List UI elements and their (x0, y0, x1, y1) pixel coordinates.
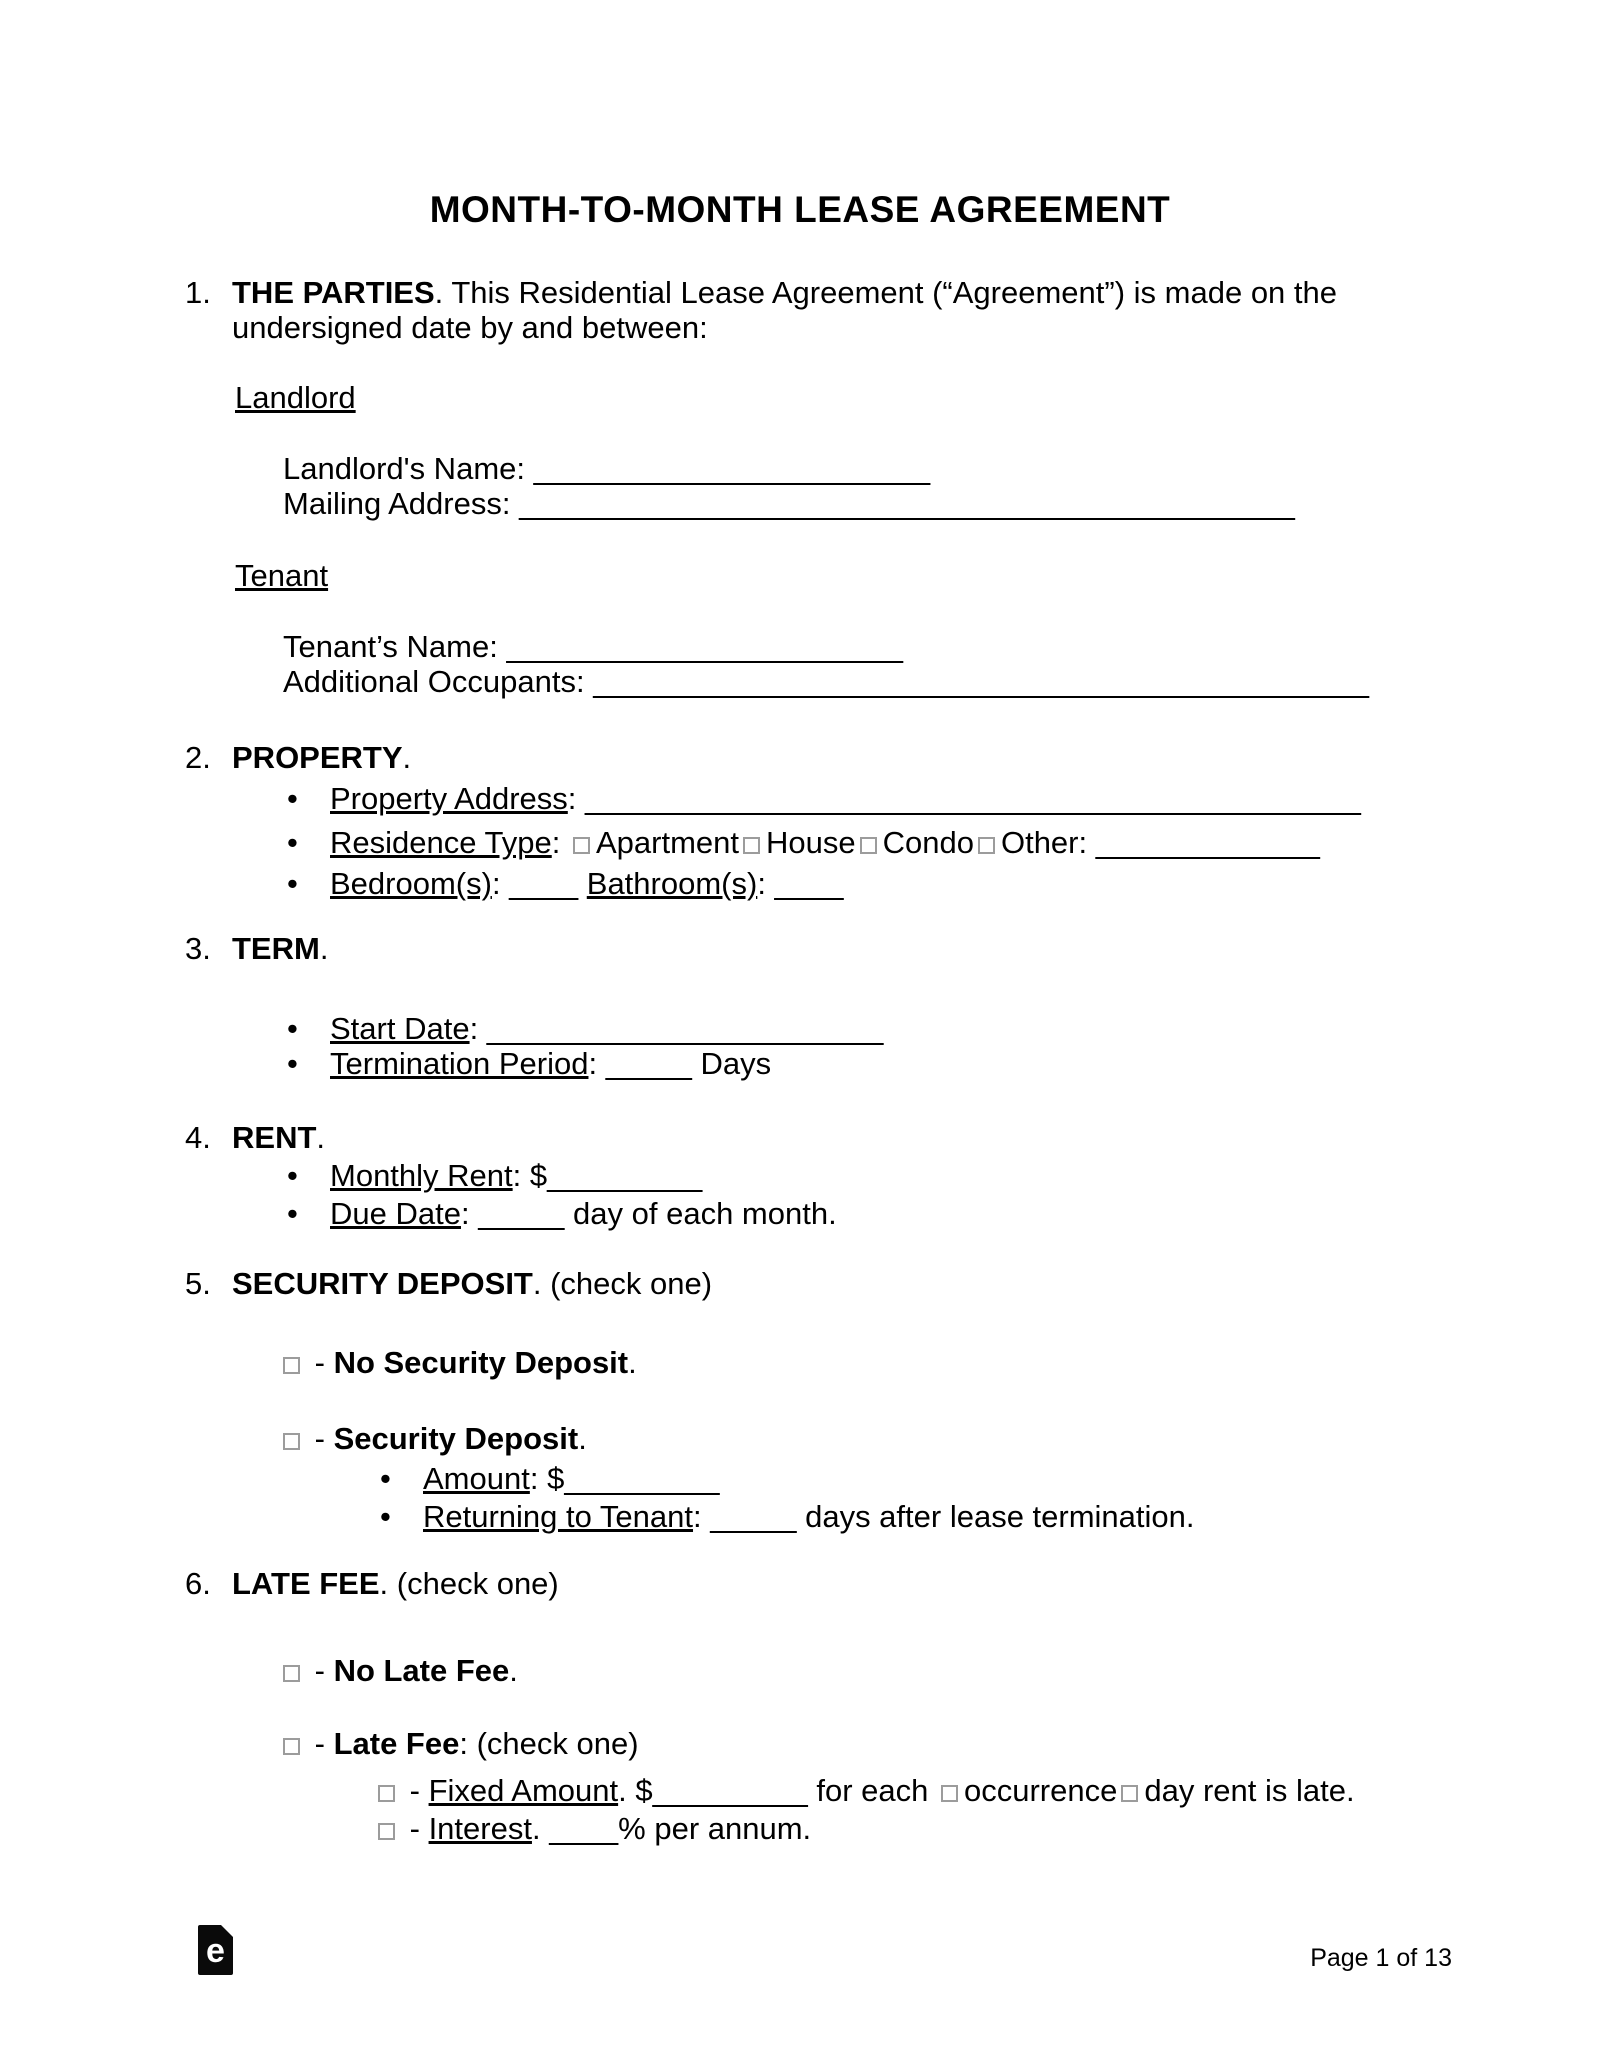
section-1-parties-paragraph (232, 275, 1367, 345)
bedrooms-colon: : (491, 866, 510, 901)
late-fee-row (283, 1726, 639, 1761)
dash: - (306, 1345, 334, 1380)
property-address-blank-field[interactable]: _____________________________________________ (585, 781, 1361, 816)
residence-type-row (287, 825, 1320, 860)
bathrooms-blank-field[interactable]: ____ (774, 866, 844, 901)
section-2-heading: PROPERTY (232, 740, 403, 775)
dash: - (306, 1421, 334, 1456)
section-6-number: 6. (185, 1566, 211, 1601)
section-3-heading: TERM (232, 931, 320, 966)
deposit-amount-row (380, 1461, 719, 1496)
other-checkbox[interactable] (978, 837, 995, 854)
section-5-period: . (532, 1266, 551, 1301)
fixed-amount-blank-field[interactable]: _________ (652, 1773, 808, 1808)
interest-label: Interest (428, 1811, 532, 1846)
interest-blank-field[interactable]: ____ (549, 1811, 619, 1846)
start-date-row (287, 1011, 883, 1046)
landlord-name-row (283, 451, 930, 486)
tenant-heading: Tenant (235, 558, 329, 593)
landlord-name-label: Landlord's Name: (283, 451, 534, 486)
no-late-fee-row (283, 1653, 518, 1688)
day-rent-late-option-label: day rent is late. (1144, 1773, 1355, 1808)
section-6-heading-row (232, 1566, 559, 1601)
dash: - (401, 1773, 429, 1808)
period: . (628, 1345, 637, 1380)
section-5-note: (check one) (550, 1266, 713, 1301)
section-2-heading-row (232, 740, 411, 775)
late-fee-colon: : (459, 1726, 477, 1761)
additional-occupants-label: Additional Occupants: (283, 664, 594, 699)
section-6-note: (check one) (396, 1566, 559, 1601)
bullet-icon: • (287, 1196, 298, 1231)
fixed-amount-checkbox[interactable] (378, 1785, 395, 1802)
period: . (509, 1653, 518, 1688)
due-date-suffix: day of each month. (564, 1196, 837, 1231)
other-option-label: Other: (1000, 825, 1096, 860)
section-1-number: 1. (185, 275, 211, 310)
landlord-name-blank-field[interactable]: _______________________ (533, 451, 931, 486)
no-security-deposit-checkbox[interactable] (283, 1357, 300, 1374)
dash: - (306, 1653, 334, 1688)
other-blank-field[interactable]: _____________ (1095, 825, 1320, 860)
monthly-rent-colon: : $ (512, 1158, 548, 1193)
interest-checkbox[interactable] (378, 1823, 395, 1840)
deposit-amount-blank-field[interactable]: _________ (564, 1461, 720, 1496)
section-4-heading-row (232, 1120, 325, 1155)
start-date-colon: : (469, 1011, 487, 1046)
page-title: MONTH-TO-MONTH LEASE AGREEMENT (429, 189, 1171, 230)
bullet-icon: • (287, 781, 298, 816)
dash: - (401, 1811, 429, 1846)
returning-colon: : (693, 1499, 711, 1534)
start-date-label: Start Date (330, 1011, 470, 1046)
start-date-blank-field[interactable]: _______________________ (486, 1011, 884, 1046)
no-late-fee-label: No Late Fee (333, 1653, 510, 1688)
bathrooms-colon: : (757, 866, 775, 901)
section-2-period: . (402, 740, 412, 775)
property-address-colon: : (567, 781, 586, 816)
section-5-heading: SECURITY DEPOSIT (232, 1266, 533, 1301)
apartment-option-label: Apartment (595, 825, 739, 860)
monthly-rent-label: Monthly Rent (330, 1158, 513, 1193)
fixed-amount-after: . $ (618, 1773, 653, 1808)
page-number: Page 1 of 13 (1310, 1944, 1452, 1972)
no-security-deposit-label: No Security Deposit (333, 1345, 629, 1380)
section-5-heading-row (232, 1266, 712, 1301)
late-fee-note: (check one) (476, 1726, 639, 1761)
mailing-address-row (283, 486, 1295, 521)
returning-blank-field[interactable]: _____ (710, 1499, 797, 1534)
termination-period-label: Termination Period (330, 1046, 589, 1081)
bullet-icon: • (380, 1499, 391, 1534)
termination-period-row (287, 1046, 771, 1081)
residence-type-colon: : (551, 825, 569, 860)
late-fee-label: Late Fee (333, 1726, 460, 1761)
no-security-deposit-row (283, 1345, 637, 1380)
tenant-name-blank-field[interactable]: _______________________ (506, 629, 903, 664)
property-address-label: Property Address (330, 781, 568, 816)
bullet-icon: • (287, 1011, 298, 1046)
deposit-amount-colon: : $ (529, 1461, 565, 1496)
bedrooms-bathrooms-row (287, 866, 844, 901)
eforms-logo-icon (198, 1925, 233, 1975)
deposit-amount-label: Amount (423, 1461, 530, 1496)
residence-type-label: Residence Type (330, 825, 552, 860)
condo-option-label: Condo (882, 825, 974, 860)
section-3-heading-row (232, 931, 328, 966)
house-option-label: House (766, 825, 856, 860)
tenant-name-row (283, 629, 903, 664)
bullet-icon: • (287, 825, 298, 860)
security-deposit-label: Security Deposit (333, 1421, 579, 1456)
due-date-label: Due Date (330, 1196, 461, 1231)
fixed-amount-mid: for each (807, 1773, 937, 1808)
section-6-heading: LATE FEE (232, 1566, 380, 1601)
due-date-blank-field[interactable]: _____ (478, 1196, 565, 1231)
apartment-checkbox[interactable] (573, 837, 590, 854)
termination-blank-field[interactable]: _____ (605, 1046, 692, 1081)
occurrence-checkbox[interactable] (941, 1785, 958, 1802)
monthly-rent-row (287, 1158, 702, 1193)
additional-occupants-blank-field[interactable]: _____________________________________________ (593, 664, 1370, 699)
house-checkbox[interactable] (743, 837, 760, 854)
section-2-number: 2. (185, 740, 211, 775)
security-deposit-row (283, 1421, 587, 1456)
security-deposit-checkbox[interactable] (283, 1433, 300, 1450)
additional-occupants-row (283, 664, 1369, 699)
interest-suffix: % per annum. (618, 1811, 812, 1846)
due-date-colon: : (460, 1196, 479, 1231)
spacer (578, 866, 587, 901)
section-3-number: 3. (185, 931, 211, 966)
interest-row (378, 1811, 811, 1846)
termination-colon: : (588, 1046, 606, 1081)
bathrooms-label: Bathroom(s) (586, 866, 758, 901)
returning-to-tenant-row (380, 1499, 1195, 1534)
due-date-row (287, 1196, 837, 1231)
no-late-fee-checkbox[interactable] (283, 1665, 300, 1682)
property-address-row (287, 781, 1361, 816)
monthly-rent-blank-field[interactable]: _________ (547, 1158, 703, 1193)
bullet-icon: • (287, 1158, 298, 1193)
returning-to-tenant-label: Returning to Tenant (423, 1499, 694, 1534)
returning-suffix: days after lease termination. (796, 1499, 1195, 1534)
fixed-amount-row (378, 1773, 1355, 1808)
bedrooms-blank-field[interactable]: ____ (509, 866, 579, 901)
occurrence-option-label: occurrence (964, 1773, 1118, 1808)
bullet-icon: • (287, 1046, 298, 1081)
logo-letter: e (206, 1932, 225, 1970)
section-5-number: 5. (185, 1266, 211, 1301)
late-fee-checkbox[interactable] (283, 1738, 300, 1755)
bullet-icon: • (287, 866, 298, 901)
period: . (578, 1421, 587, 1456)
condo-checkbox[interactable] (860, 837, 877, 854)
section-6-period: . (379, 1566, 397, 1601)
mailing-address-blank-field[interactable]: _____________________________________________ (519, 486, 1295, 521)
bullet-icon: • (380, 1461, 391, 1496)
section-1-body: . This Residential Lease Agreement (“Agreement”) is made on the undersigned date by and between: (232, 275, 1338, 345)
section-4-number: 4. (185, 1120, 211, 1155)
section-3-period: . (319, 931, 329, 966)
day-rent-late-checkbox[interactable] (1121, 1785, 1138, 1802)
section-4-period: . (316, 1120, 326, 1155)
landlord-heading: Landlord (235, 380, 356, 415)
section-4-heading: RENT (232, 1120, 317, 1155)
dash: - (306, 1726, 334, 1761)
section-1-heading: THE PARTIES (232, 275, 435, 310)
mailing-address-label: Mailing Address: (283, 486, 520, 521)
bedrooms-label: Bedroom(s) (330, 866, 492, 901)
fixed-amount-label: Fixed Amount (428, 1773, 619, 1808)
interest-after: . (531, 1811, 550, 1846)
termination-suffix: Days (691, 1046, 772, 1081)
tenant-name-label: Tenant’s Name: (283, 629, 507, 664)
